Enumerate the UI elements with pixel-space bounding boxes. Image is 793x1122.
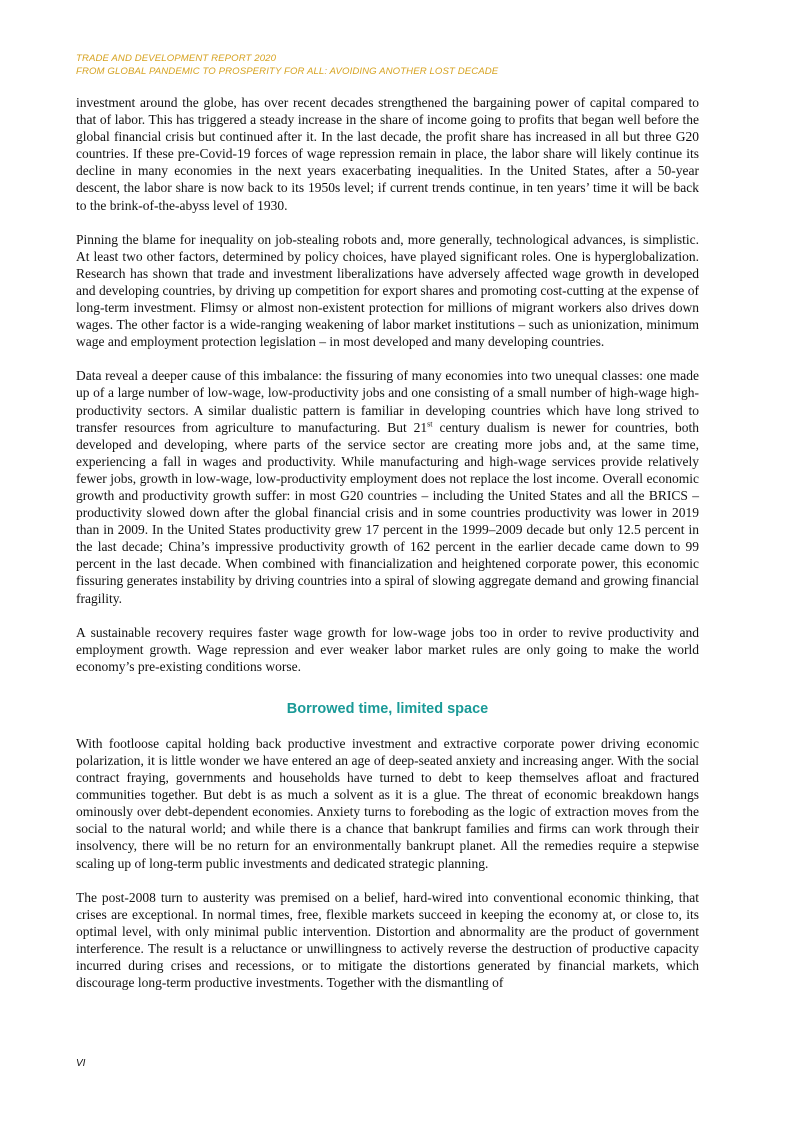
section-heading: Borrowed time, limited space: [286, 700, 489, 717]
report-subtitle: FROM GLOBAL PANDEMIC TO PROSPERITY FOR ALL: AVOIDING ANOTHER LOST DECADE: [76, 66, 499, 77]
paragraph-2: Pinning the blame for inequality on job-stealing robots and, more generally, technological advances, is simplistic. At least two other factors, determined by policy choices, have played significant roles. One is hyperglobalization. Research has shown that trade and investment liberalizations have adversely affected wage growth in developed and developing countries, by driving up competition for export shares and promoting cost-cutting at the expense of long-term investment. Flimsy or almost non-existent protection for millions of migrant workers also drives down wages. The other factor is a wide-ranging weakening of labor market institutions – such as unionization, minimum wage and employment protection legislation – in most developed and many developing countries.: [76, 231, 699, 350]
paragraph-3-part-2: century dualism is newer for countries, both developed and developing, where parts of the service sector are creating more jobs and, at the same time, experiencing a fall in wages and productivity. While manufacturing and high-wage services provide relatively fewer jobs, growth in low-wage, low-productivity employment does not replace the lost income. Overall economic growth and productivity growth suffer: in most G20 countries – including the United States and all the BRICS – productivity slowed down after the global financial crisis and in some countries productivity was lower in 2019 than in 2009. In the United States productivity grew 17 percent in the 1999–2009 decade but only 12.5 percent in the last decade; China’s impressive productivity growth of 162 percent in the earlier decade came down to 99 percent in the last decade. When combined with financialization and heightened corporate power, this economic fissuring generates instability by driving countries into a spiral of slowing aggregate demand and growing financial fragility.: [76, 419, 699, 606]
running-header: [76, 52, 716, 78]
report-title: TRADE AND DEVELOPMENT REPORT 2020: [76, 53, 277, 64]
paragraph-1: investment around the globe, has over recent decades strengthened the bargaining power of capital compared to that of labor. This has triggered a steady increase in the share of income going to profits that began well before the global financial crisis but continued after it. In the last decade, the profit share has increased in all but three G20 countries. If these pre-Covid-19 forces of wage repression remain in place, the labor share will likely continue its decline in many economies in the next years exacerbating inequalities. In the United States, after a 50-year descent, the labor share is now back to its 1950s level; if current trends continue, in ten years’ time it will be back to the brink-of-the-abyss level of 1930.: [76, 95, 699, 213]
paragraph-5: With footloose capital holding back productive investment and extractive corporate power driving economic polarization, it is little wonder we have entered an age of deep-seated anxiety and increasing anger. With the social contract fraying, governments and households have turned to debt to keep themselves afloat and fractured communities together. But debt is as much a solvent as it is a glue. The threat of economic breakdown hangs ominously over debt-dependent economies. Anxiety turns to foreboding as the logic of extraction moves from the social to the natural world; and while there is a chance that bankrupt families and firms can work through their insolvency, there will be no return for an environmentally bankrupt planet. All the remedies require a stepwise scaling up of long-term public investments and dedicated strategic planning.: [76, 735, 699, 871]
paragraph-4: A sustainable recovery requires faster wage growth for low-wage jobs too in order to revive productivity and employment growth. Wage repression and ever weaker labor market rules are only going to make the world economy’s pre-existing conditions worse.: [76, 624, 699, 674]
body-text: [76, 94, 699, 1008]
paragraph-3: [76, 367, 699, 606]
paragraph-3-part-1: Data reveal a deeper cause of this imbalance: the fissuring of many economies into two unequal classes: one made up of a large number of low-wage, low-productivity jobs and one consisting of a small number of high-wage high-productivity sectors. A similar dualistic pattern is familiar in developing countries which have long strived to transfer resources from agriculture to manufacturing. But 21: [76, 368, 699, 435]
ordinal-superscript: st: [427, 419, 433, 429]
page-number: VI: [76, 1058, 86, 1069]
paragraph-6: The post-2008 turn to austerity was premised on a belief, hard-wired into conventional economic thinking, that crises are exceptional. In normal times, free, flexible markets succeed in keeping the economy at, or close to, its optimal level, with only minimal public intervention. Distortion and abnormality are the product of government interference. The result is a reluctance or unwillingness to actively reverse the destruction of productive capacity incurred during crises and recessions, or to mitigate the distortions generated by financial markets, which discourage long-term productive investments. Together with the dismantling of: [76, 889, 699, 991]
